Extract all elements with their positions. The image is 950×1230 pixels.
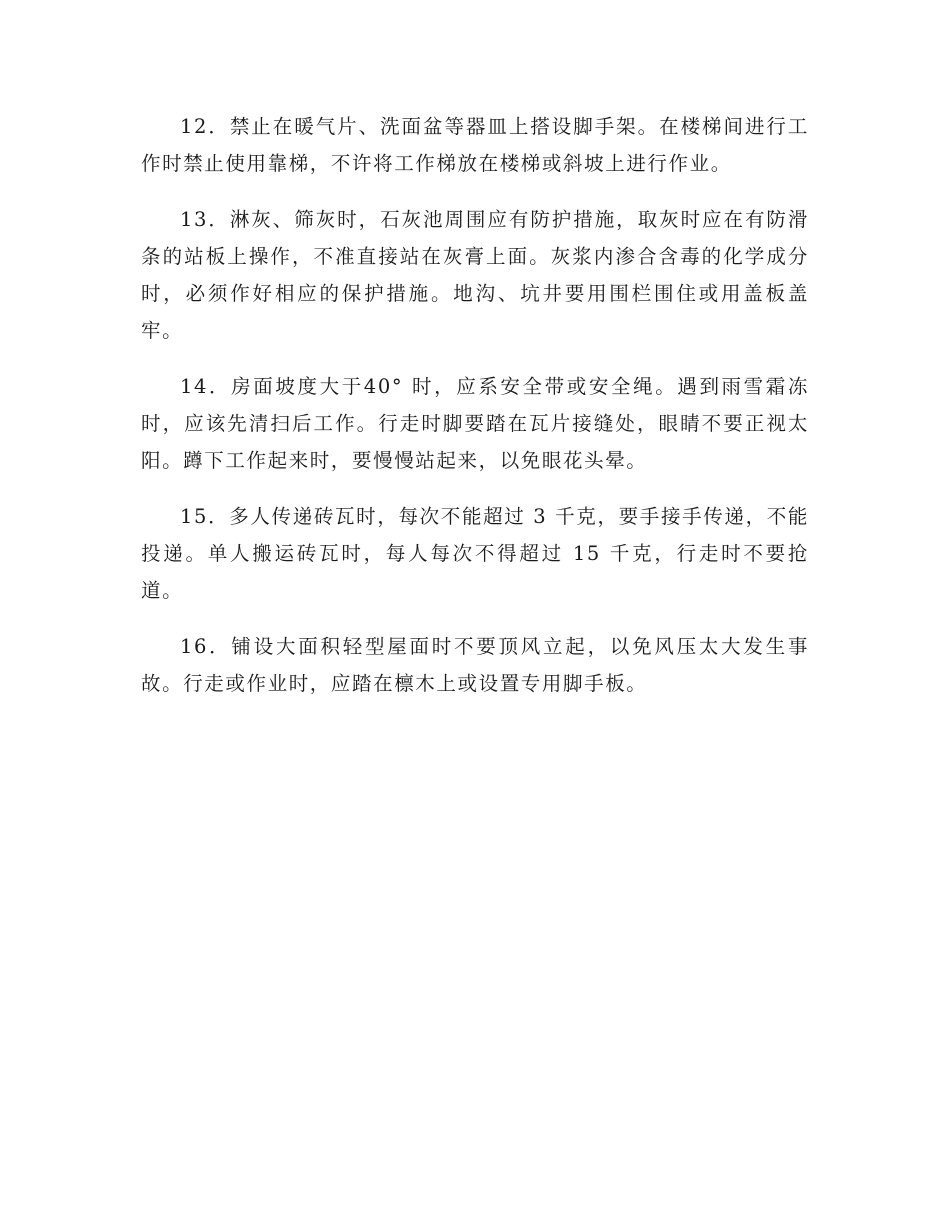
paragraph-14: 14．房面坡度大于40° 时，应系安全带或安全绳。遇到雨雪霜冻时，应该先清扫后工作。行走时脚要踏在瓦片接缝处，眼睛不要正视太阳。蹲下工作起来时，要慢慢站起来，以免眼花头晕。: [141, 375, 809, 472]
document-body: [141, 108, 809, 721]
paragraph-13: 13．淋灰、筛灰时，石灰池周围应有防护措施，取灰时应在有防滑条的站板上操作，不准直接站在灰膏上面。灰浆内渗合含毒的化学成分时，必须作好相应的保护措施。地沟、坑井要用围栏围住或用盖板盖牢。: [141, 208, 809, 342]
paragraph-15: 15．多人传递砖瓦时，每次不能超过 3 千克，要手接手传递，不能投递。单人搬运砖瓦时，每人每次不得超过 15 千克，行走时不要抢道。: [141, 505, 809, 602]
paragraph-12: 12．禁止在暖气片、洗面盆等器皿上搭设脚手架。在楼梯间进行工作时禁止使用靠梯，不许将工作梯放在楼梯或斜坡上进行作业。: [141, 115, 809, 175]
paragraph-16: 16．铺设大面积轻型屋面时不要顶风立起，以免风压太大发生事故。行走或作业时，应踏在檩木上或设置专用脚手板。: [141, 635, 809, 695]
